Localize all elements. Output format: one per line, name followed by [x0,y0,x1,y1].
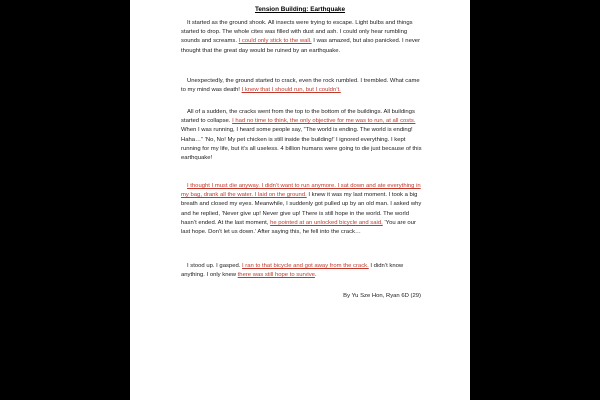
paragraph-text: I knew it was my last moment. I took a big breath and closed my eyes. Meanwhile, I suddenly got pulled up by an old man. I asked why and he replied, ‘Never give up! Never give up! There is still hope in the world. The world hasn’t ended. At the last moment, [181,192,422,226]
paragraph-4 [181,182,424,237]
document-title: Tension Building: Earthquake [254,6,346,13]
author-signature: By Yu Sze Hon, Ryan 6D (29) [343,293,421,299]
paragraph-2 [181,77,424,95]
paragraph-text: ‘You are our last hope. Don’t let us down.’ After saying this, he fell into the crack… [181,219,416,236]
highlighted-text: I had no time to think, the only objective for me was to run, at all costs. [232,118,416,125]
paragraph-text: When I was running, I heard some people say, “The world is ending. The world is ending! Haha…” ‘No, No! My pet chicken is still inside the building!’ I ignored everything. I kept running for my life, but it’s all useless. 4 billion humans were going to die just because of this earthquake! [181,127,422,162]
paragraph-text: I didn’t know anything. I only knew [181,263,404,279]
highlighted-text: I thought I must die anyway. I didn’t want to run anymore. I sat down and ate everything in my bag, drank all the water. I laid on the ground. [181,183,421,199]
highlighted-text: I could only stick to the wall. [238,38,312,45]
highlighted-text: he pointed at an unlocked bicycle and said, [270,219,383,226]
paragraph-text: . [314,272,317,279]
paragraph-text: All of a sudden, the cracks went from the top to the bottom of the buildings. All buildings started to collapse. [181,109,415,125]
paragraph-1 [181,19,424,56]
paragraph-text: Unexpectedly, the ground started to crack, even the rock rumbled. I trembled. What came to my mind was death! [181,78,420,94]
highlighted-text: I knew that I should run, but I couldn’t. [241,87,341,94]
paragraph-5 [181,262,424,280]
highlighted-text: I ran to that bicycle and got away from the crack. [242,263,369,269]
paragraph-3 [181,108,424,163]
paragraph-text: I stood up. I gasped. [187,263,243,269]
paragraph-text: It started as the ground shook. All insects were trying to escape. Light bulbs and things started to drop. The whole cites was filled with dust and ash. I could only hear rumbling sounds and screams. [181,20,413,45]
paragraph-text: I was amazed, but also panicked. I never thought that the great day would be ruined by an earthquake. [181,38,421,54]
document-page [130,0,470,400]
highlighted-text: there was still hope to survive [237,272,315,279]
